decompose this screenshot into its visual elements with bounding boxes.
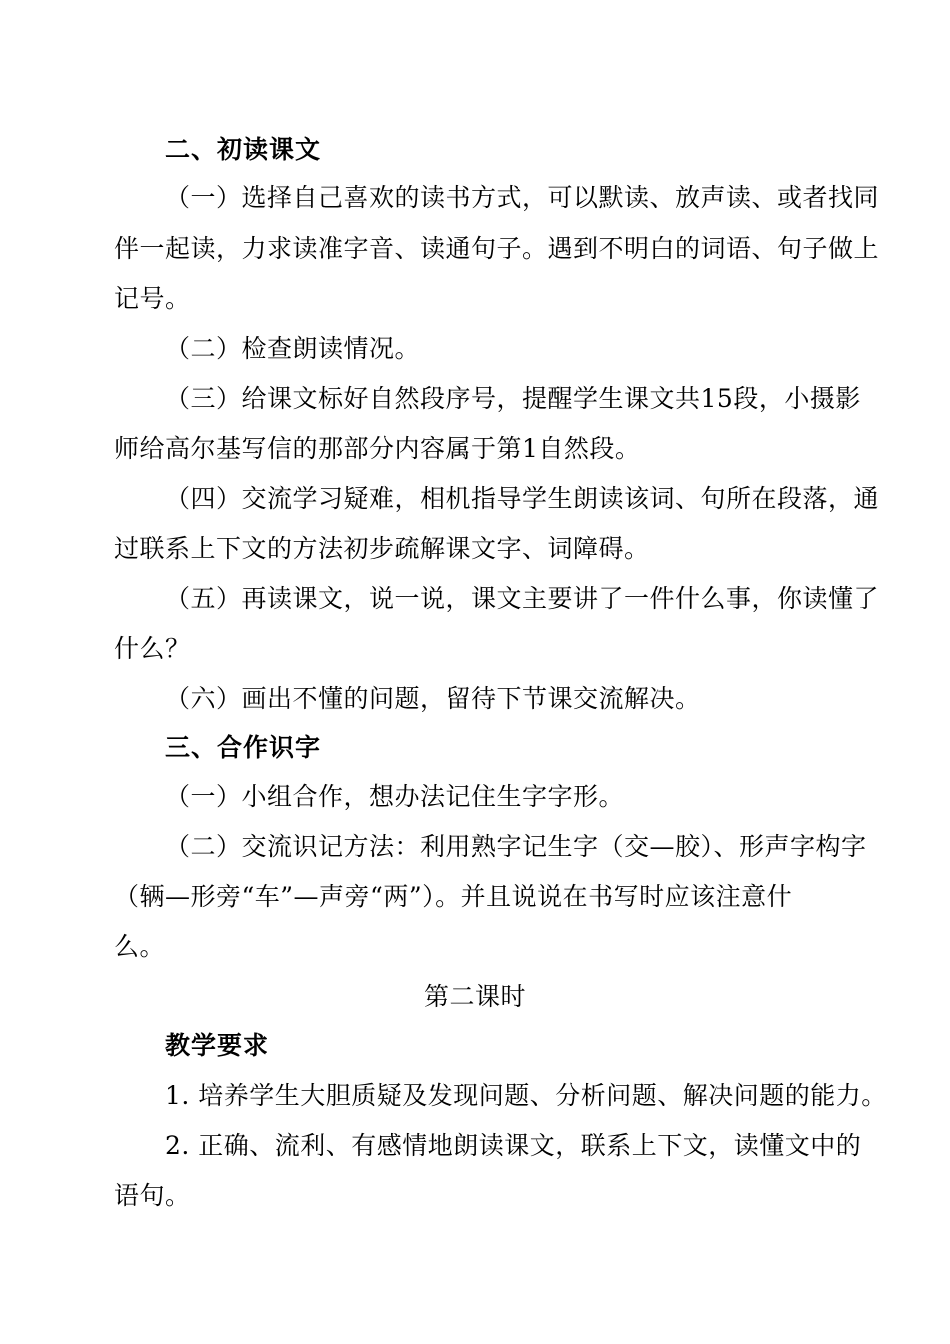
paragraph-line: 什么？ [114, 634, 191, 663]
paragraph-line: （六）画出不懂的问题，留待下节课交流解决。 [165, 684, 701, 713]
paragraph-line: （五）再读课文，说一说，课文主要讲了一件什么事，你读懂了 [165, 584, 880, 613]
paragraph-line: 记号。 [114, 284, 191, 313]
paragraph-line: 么。 [114, 932, 166, 961]
section-heading-cooperative-literacy: 三、合作识字 [165, 733, 322, 762]
paragraph-line: （四）交流学习疑难，相机指导学生朗读该词、句所在段落，通 [165, 484, 880, 513]
paragraph-line: （辆—形旁“车”—声旁“两”）。并且说说在书写时应该注意什 [114, 882, 793, 911]
paragraph-line: 师给高尔基写信的那部分内容属于第1自然段。 [114, 434, 641, 463]
paragraph-line: （三）给课文标好自然段序号，提醒学生课文共15段，小摄影 [165, 384, 861, 413]
lesson-title: 第二课时 [423, 982, 526, 1011]
paragraph-line: 伴一起读，力求读准字音、读通句子。遇到不明白的词语、句子做上 [114, 234, 880, 263]
paragraph-line: （一）选择自己喜欢的读书方式，可以默读、放声读、或者找同 [165, 183, 880, 212]
paragraph-line: （二）检查朗读情况。 [165, 334, 421, 363]
section-heading-first-reading: 二、初读课文 [165, 135, 322, 164]
requirements-heading: 教学要求 [165, 1031, 270, 1060]
paragraph-line: （二）交流识记方法：利用熟字记生字（交—胶）、形声字构字 [165, 832, 867, 861]
paragraph-line: 语句。 [114, 1181, 191, 1210]
requirement-item: 2. 正确、流利、有感情地朗读课文，联系上下文，读懂文中的 [165, 1131, 862, 1160]
paragraph-line: （一）小组合作，想办法记住生字字形。 [165, 782, 625, 811]
paragraph-line: 过联系上下文的方法初步疏解课文字、词障碍。 [114, 534, 650, 563]
requirement-item: 1. 培养学生大胆质疑及发现问题、分析问题、解决问题的能力。 [165, 1081, 887, 1110]
